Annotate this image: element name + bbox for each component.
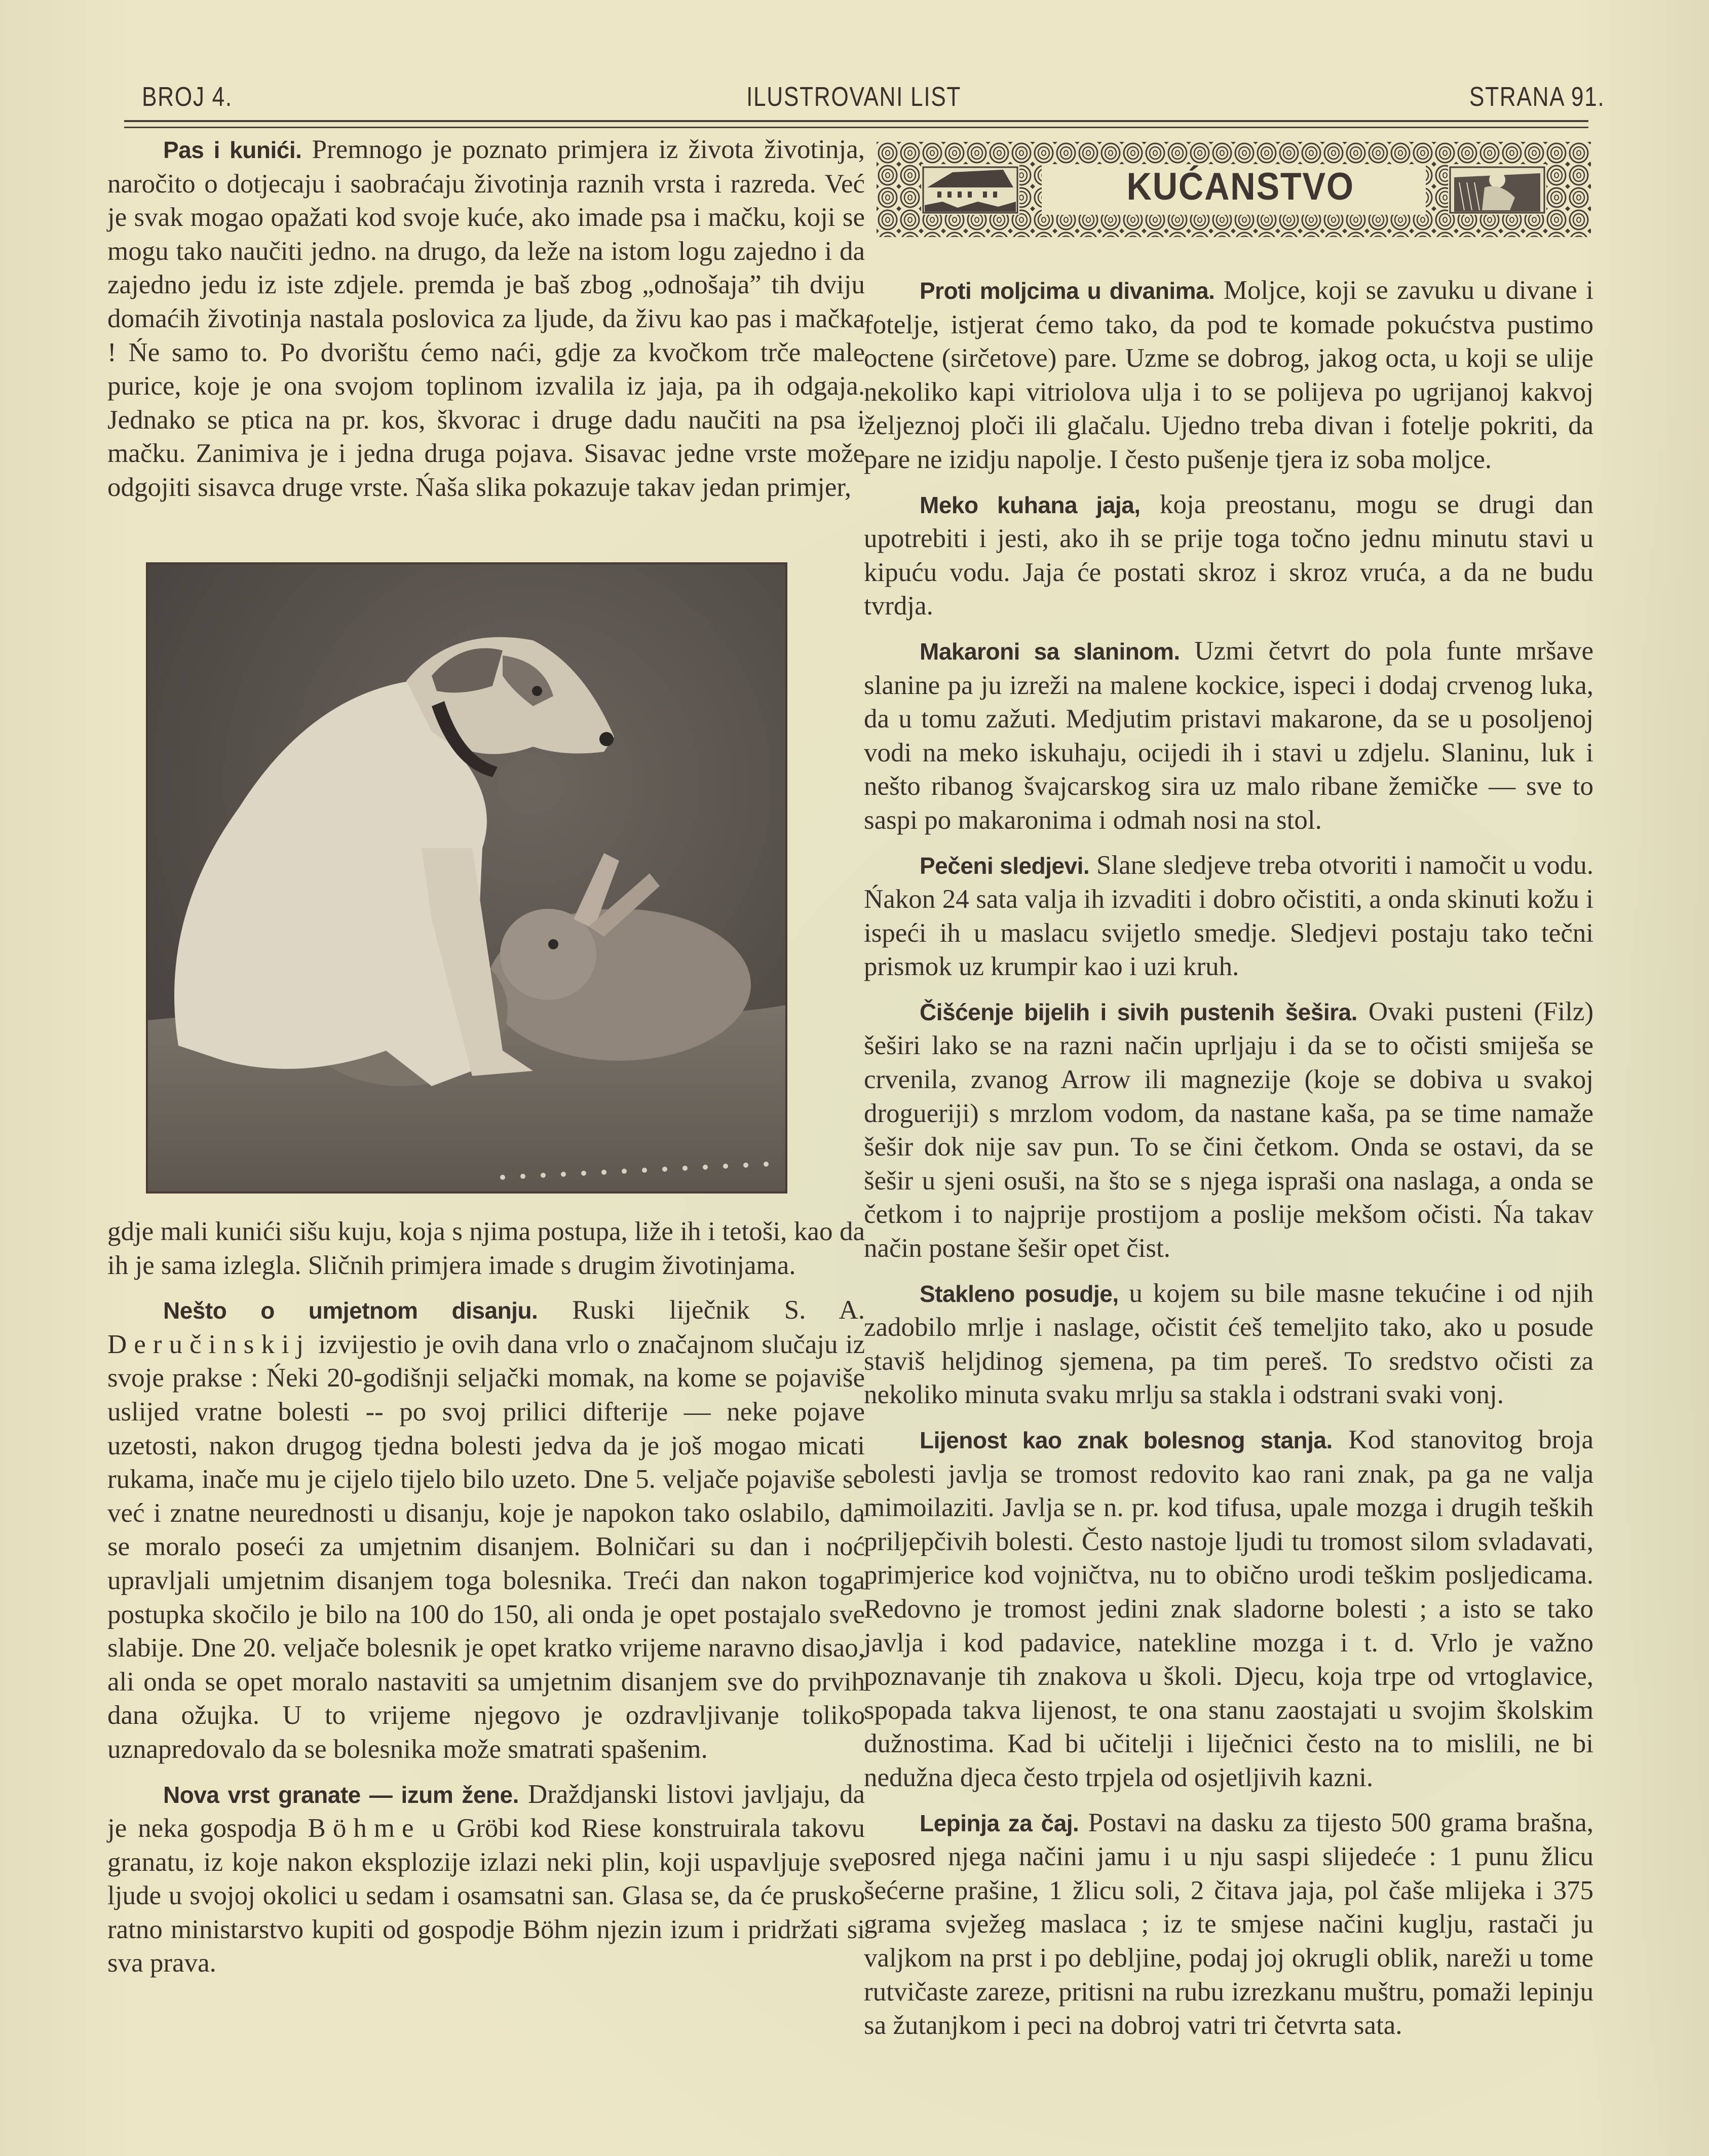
header-rule-top: [124, 120, 1588, 122]
article-title: Nova vrst granate — izum žene.: [163, 1781, 519, 1808]
photo-illustration: [148, 564, 785, 1191]
article-title: Stakleno posudje,: [920, 1280, 1119, 1307]
left-column-bottom: [107, 1215, 865, 1991]
article-body: u kojem su bile masne tekućine i od njih zadobilo mrlje i naslage, očistit ćeš temeljito tako, ako u posude staviš heljdinog sjemena, pa tim pereš. To sredstvo očisti za nekoliko minuta svaku mrlju sa stakla i odstrani svaki vonj.: [864, 1278, 1593, 1410]
page-number: STRANA 91.: [1469, 82, 1605, 112]
article-body-after: u Gröbi kod Riese konstruirala takovu granatu, iz koje nakon eksplozije izlazi neki plin, koji uspavljuje sve ljude u svojoj okolici u sedam i osamsatni san. Glasa se, da će prusko ratno ministarstvo kupiti od gospodje Böhm njezin izum i pridržati si sva prava.: [107, 1814, 865, 1978]
article-peceni-sledjevi: [864, 849, 1593, 984]
article-body-after: izvijestio je ovih dana vrlo o značajnom slučaju iz svoje prakse : Ńeki 20-godišnji seljački momak, na kome se pojaviše uslijed vratne bolesti -- po svoj prilici difterije — neke pojave uzetosti, nakon drugog tjedna bolesti jedva da je još mogao micati rukama, inače mu je cijelo tijelo bilo uzeto. Dne 5. veljače pojaviše se već i znatne neurednosti u disanju, koje je napokon tako oslabilo, da se moralo poseći za umjetnim disanjem. Bolničari su dan i noć upravljali umjetnim disanjem toga bolesnika. Treći dan nakon toga postupka skočilo je bilo na 100 do 150, ali onda je opet postajalo sve slabije. Dne 20. veljače bolesnik je opet kratko vrijeme naravno disao, ali onda se opet moralo nastaviti sa umjetnim disanjem sve do prvih dana ožujka. U to vrijeme njegovo je ozdravljivanje toliko uznapredovalo da se bolesnika može smatrati spašenim.: [107, 1329, 865, 1764]
article-lijenost: [864, 1423, 1593, 1795]
issue-number: BROJ 4.: [142, 82, 233, 112]
article-stakleno-posudje: [864, 1277, 1593, 1412]
article-umjetno-disanje: [107, 1293, 865, 1766]
article-body: Uzmi četvrt do pola funte mršave slanine pa ju izreži na malene kockice, ispeci i dodaj crvenog luka, da u tomu zažuti. Medjutim pristavi makarone, da se u posoljenoj vodi na meko iskuhaju, ocijedi ih i stavi u zdjelu. Slaninu, luk i nešto ribanog švajcarskog sira uz malo ribane žemičke — sve to saspi po makaronima i odmah nosi na stol.: [864, 636, 1594, 835]
article-title: Makaroni sa slaninom.: [920, 638, 1180, 665]
article-pas-i-kunici-continuation: gdje mali kunići sišu kuju, koja s njima postupa, liže ih i tetoši, kao da ih je sama izlegla. Sličnih primjera imade s drugim životinjama.: [107, 1217, 865, 1280]
article-body: koja preostanu, mogu se drugi dan upotrebiti i jesti, ako ih se prije toga točno jednu minutu stavi u kipuću vodu. Jaja će postati skroz i skroz vruća, a da ne budu tvrdja.: [864, 489, 1593, 621]
article-body: Slane sledjeve treba otvoriti i namočit u vodu. Ńakon 24 sata valja ih izvaditi i dobro očistiti, a onda skinuti kožu i ispeći ih u maslacu svijetlo smedje. Sledjevi postaju tako tečni prismok uz krumpir kao i uzi kruh.: [864, 850, 1593, 982]
article-ciscenje-sesira: [864, 995, 1593, 1265]
article-body-before: Draždjanski listovi javljaju, da je neka gospodja: [107, 1779, 865, 1843]
inventor-name: Böhme: [308, 1814, 421, 1843]
article-title: Lepinja za čaj.: [920, 1809, 1079, 1836]
header-rule-bottom: [124, 127, 1588, 128]
kitchen-illustration: [1450, 167, 1544, 213]
article-title: Proti moljcima u divanima.: [920, 278, 1215, 304]
article-lepinja-za-caj: [864, 1806, 1593, 2043]
article-body: Premnogo je poznato primjera iz života životinja, naročito o dotjecaju i saobraćaju životinja raznih vrsta i razreda. Već je svak mogao opažati kod svoje kuće, ako imade psa i mačku, koji se mogu tako naučiti jedno. na drugo, da leže na istom logu zajedno i da zajedno jedu iz iste zdjele. premda je baš zbog „odnošaja” tih dviju domaćih životinja nastala poslovica za ljude, da živu kao pas i mačka ! Ńe samo to. Po dvorištu ćemo naći, gdje za kvočkom trče male purice, koje je ona svojom toplinom izvalila iz jaja, pa ih odgaja. Jednako se ptica na pr. kos, škvorac i druge dadu naučiti na psa i mačku. Zanimiva je i jedna druga pojava. Sisavac jedne vrste može odgojiti sisavca druge vrste. Ńaša slika pokazuje takav jedan primjer,: [107, 135, 865, 502]
article-moljci: [864, 274, 1593, 477]
section-title: KUĆANSTVO: [1126, 165, 1354, 208]
running-header: [142, 81, 1605, 117]
left-column-top: [107, 133, 865, 516]
publication-title: ILUSTROVANI LIST: [746, 82, 962, 112]
article-title: Čišćenje bijelih i sivih pustenih šešira.: [920, 998, 1357, 1025]
article-title: Lijenost kao znak bolesnog stanja.: [920, 1427, 1333, 1453]
article-body: Postavi na dasku za tijesto 500 grama brašna, posred njega načini jamu i u nju saspi slijedeće : 1 punu žlicu šećerne prašine, 1 žlicu soli, 2 čitava jaja, pol čaše mlijeka i 375 grama svježeg maslaca ; iz te smjese načini kuglju, rastači ju valjkom na prst i po debljine, podaj joj okrugli oblik, nareži u tome rutvičaste zareze, pritisni na rubu izrezkanu muštru, pomaži lepinju sa žutanjkom i peci na dobroj vatri tri četvrta sata.: [864, 1807, 1593, 2040]
article-title: Nešto o umjetnom disanju.: [163, 1297, 538, 1324]
house-illustration: [923, 167, 1017, 213]
article-nova-vrst-granate: [107, 1778, 865, 1981]
article-body-before: Ruski liječnik S. A.: [572, 1295, 865, 1325]
dog-with-rabbits-photo: [146, 562, 787, 1194]
right-column: [864, 274, 1593, 2054]
article-meko-kuhana-jaja: [864, 488, 1593, 623]
article-body: Moljce, koji se zavuku u divane i fotelje, istjerat ćemo tako, da pod te komade pokućstva pustimo octene (sirčetove) pare. Uzme se dobrog, jakog octa, u koji se ulije nekoliko kapi vitriolova ulja i to se polijeva po ugrijanoj kakvoj željeznoj ploči ili glačalu. Ujedno treba divan i fotelje pokriti, da pare ne izidju napolje. I često pušenje tjera iz soba moljce.: [864, 276, 1593, 474]
article-body: Ovaki pusteni (Filz) šeširi lako se na razni način uprljaju i da se to očisti smiješa se crvenila, zvanog Arrow ili magnezije (koje se dobiva u svakoj drogueriji) s mrzlom vodom, da nastane kaša, pa se time namaže šešir dok nije sav pun. To se čini četkom. Onda se ostavi, da se šešir u sjeni osuši, na što se s njega ispraši ona naslaga, a onda se četkom i to najprije prostijom a poslije mekšom očisti. Ńa takav način postane šešir opet čist.: [864, 996, 1594, 1263]
article-body: Kod stanovitog broja bolesti javlja se tromost redovito kao rani znak, pa ga ne valja mimoilaziti. Javlja se n. pr. kod tifusa, upale mozga i drugih teških priljepčivih bolesti. Često nastoje ljudi tu tromost silom svladavati, primjerice kod vojničtva, nu to obično urodi teškim posljedicama. Redovno je tromost jedini znak sladorne bolesti ; a isto se tako javlja i kod padavice, natekline mozga i t. d. Vrlo je važno poznavanje tih znakova u školi. Djecu, koja trpe od vrtoglavice, spopada takva lijenost, te ona stanu zaostajati u svojim školskim dužnostima. Kad bi učitelji i liječnici često na to mislili, ne bi nedužna djeca često trpjela od osjetljivih kazni.: [864, 1425, 1593, 1792]
kucanstvo-banner: [877, 142, 1591, 237]
doctor-name: Deručinskij: [107, 1329, 311, 1359]
article-pas-i-kunici: [107, 133, 865, 505]
article-title: Pas i kunići.: [163, 137, 302, 163]
article-title: Pečeni sledjevi.: [920, 852, 1090, 879]
article-title: Meko kuhana jaja,: [920, 491, 1141, 518]
article-makaroni: [864, 634, 1593, 837]
